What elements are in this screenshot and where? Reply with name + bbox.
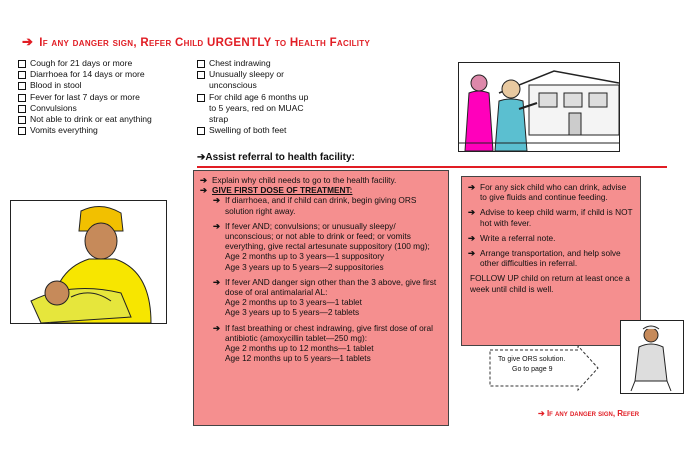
mother-baby-illustration	[10, 200, 167, 324]
right-arrow-icon: ➔	[213, 220, 220, 231]
ors-page-ref: Go to page 9	[512, 366, 553, 373]
right-arrow-icon: ➔	[468, 232, 475, 243]
instruction-item: ➔ Explain why child needs to go to the health facility.	[200, 175, 397, 185]
treatment-item: ➔ If diarrhoea, and if child can drink, begin giving ORS solution right away.	[213, 195, 417, 216]
instruction-item: ➔ For any sick child who can drink, advise to give fluids and continue feeding.	[468, 182, 627, 203]
danger-signs-left	[18, 58, 193, 136]
danger-sign: Diarrhoea for 14 days or more	[18, 69, 193, 80]
right-arrow-icon: ➔	[213, 276, 220, 287]
right-arrow-icon: ➔	[468, 182, 475, 192]
person-illustration	[620, 320, 684, 394]
danger-sign: Not able to drink or eat anything	[18, 114, 193, 125]
danger-sign: For child age 6 months up to 5 years, red on MUAC strap	[197, 92, 315, 126]
instruction-item: ➔ GIVE FIRST DOSE OF TREATMENT:	[200, 185, 353, 196]
follow-up-note: FOLLOW UP child on return at least once a week until child is well.	[470, 273, 630, 294]
danger-sign: Chest indrawing	[197, 58, 315, 69]
right-arrow-icon: ➔	[200, 185, 207, 196]
ors-note: To give ORS solution. Go to page 9	[498, 356, 566, 373]
instruction-item: ➔ Write a referral note.	[468, 232, 556, 243]
footer-note: ➔ If any danger sign, Refer	[538, 409, 640, 418]
right-arrow-icon: ➔	[197, 152, 206, 163]
page-title	[22, 34, 370, 50]
danger-sign: Blood in stool	[18, 80, 193, 91]
referral-box	[461, 176, 641, 346]
treatment-list	[200, 195, 442, 363]
danger-sign: Swelling of both feet	[197, 125, 315, 136]
right-arrow-icon: ➔	[468, 248, 475, 259]
treatment-item: ➔ If fast breathing or chest indrawing, give first dose of oral antibiotic (amoxycillin tablet—250 mg): Age 2 months up to 12 months—1 tablet Age 12 months up to 5 years—1 tablets	[213, 322, 433, 364]
danger-signs-right	[197, 58, 315, 136]
danger-sign: Fever for last 7 days or more	[18, 92, 193, 103]
right-arrow-icon: ➔	[213, 195, 220, 206]
treatment-box	[193, 170, 449, 426]
right-arrow-icon: ➔	[538, 409, 545, 418]
right-arrow-icon: ➔	[213, 322, 220, 333]
right-arrow-icon: ➔	[22, 34, 34, 49]
danger-sign: Vomits everything	[18, 125, 193, 136]
right-arrow-icon: ➔	[468, 207, 475, 218]
right-arrow-icon: ➔	[200, 175, 207, 185]
page-title-text: If any danger sign, Refer Child URGENTLY to Health Facility	[39, 37, 371, 49]
instruction-item: ➔ Advise to keep child warm, if child is NOT hot with fever.	[468, 207, 633, 228]
treatment-item: ➔ If fever AND; convulsions; or unusually sleepy/ unconscious; or not able to drink or feed; or vomits everything, give rectal artesunate suppository (100 mg); Age 2 months up to 3 years—1 suppository Age 3 years up to 5 years—2 suppositories	[213, 220, 430, 272]
danger-sign: Unusually sleepy or unconscious	[197, 69, 315, 91]
danger-sign: Convulsions	[18, 103, 193, 114]
assist-heading: ➔Assist referral to health facility:	[197, 152, 355, 163]
danger-sign: Cough for 21 days or more	[18, 58, 193, 69]
treatment-item: ➔ If fever AND danger sign other than the 3 above, give first dose of oral antimalarial AL: Age 2 months up to 3 years—1 tablet Age 3 years up to 5 years—2 tablets	[213, 276, 437, 318]
health-facility-illustration	[458, 62, 620, 152]
instruction-item: ➔ Arrange transportation, and help solve other difficulties in referral.	[468, 248, 621, 269]
divider	[197, 166, 667, 168]
